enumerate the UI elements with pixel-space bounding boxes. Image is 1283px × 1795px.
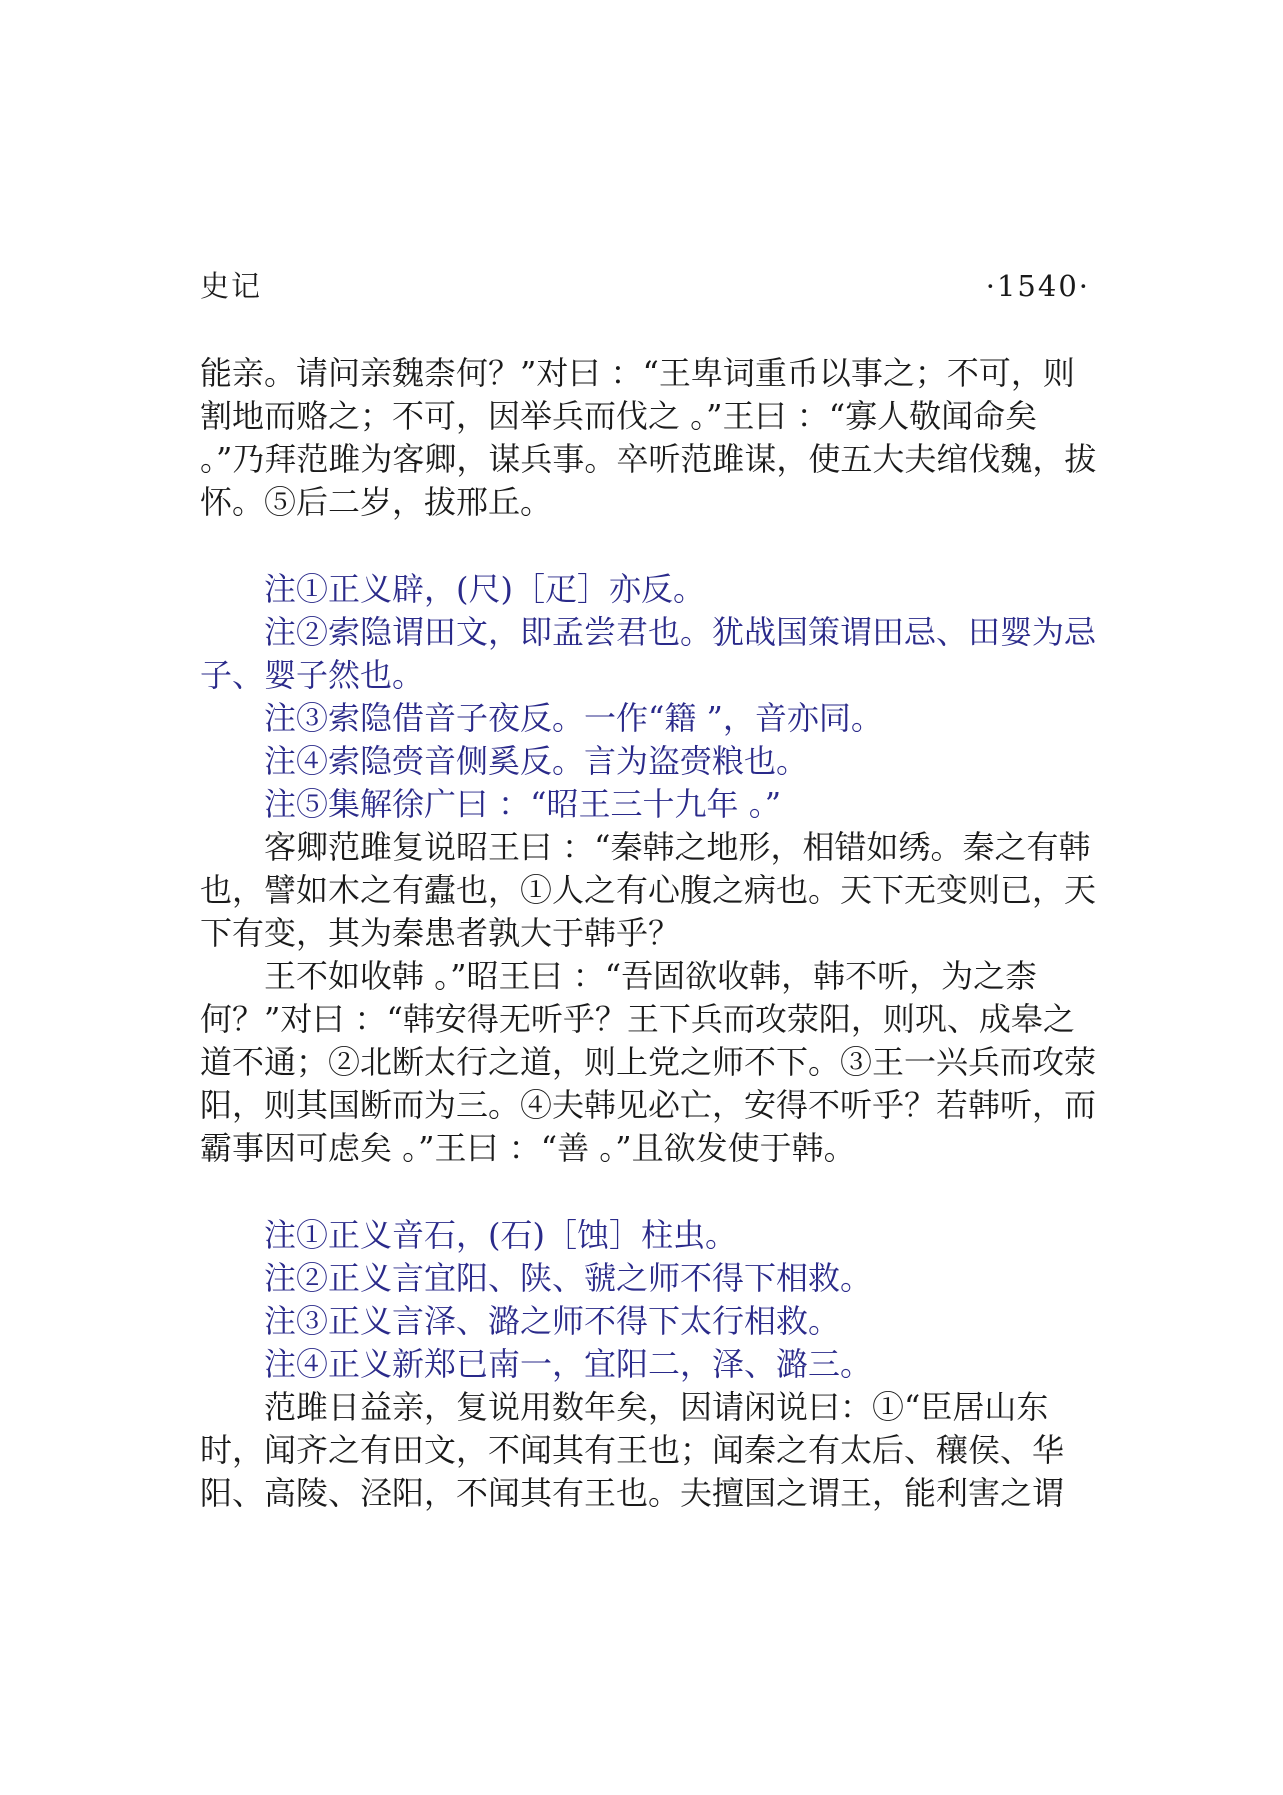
paragraph-gap: [200, 1170, 1098, 1214]
note-item: 注⑤集解徐广曰 ：“昭王三十九年 。”: [264, 785, 782, 823]
body-paragraph-1: 能亲。请问亲魏柰何？”对曰 ：“王卑词重币以事之；不可，则割地而赂之；不可，因举兵而伐之 。”王曰 ：“寡人敬闻命矣 。”乃拜范雎为客卿，谋兵事。卒听范雎谋，使五大夫绾伐魏，拔怀。⑤后二岁，拔邢丘。: [200, 354, 1097, 521]
note-item: 注②索隐谓田文，即孟尝君也。犹战国策谓田忌、田婴为忌子、婴子然也。: [200, 613, 1097, 694]
page-header: [200, 266, 1090, 306]
notes-block-1: [200, 568, 1098, 826]
paragraph-gap: [200, 524, 1098, 568]
note-item: 注③正义言泽、潞之师不得下太行相救。: [264, 1302, 841, 1340]
book-title: 史记: [200, 269, 263, 303]
note-item: 注④正义新郑已南一，宜阳二，泽、潞三。: [264, 1345, 873, 1383]
page-number: ·1540·: [985, 269, 1090, 303]
note-item: 注③索隐借音子夜反。一作“籍 ”，音亦同。: [264, 699, 883, 737]
note-item: 注①正义辟，(尺)［疋］亦反。: [264, 570, 705, 608]
notes-block-2: [200, 1214, 1098, 1386]
body-paragraph-3: 王不如收韩 。”昭王曰 ：“吾固欲收韩，韩不听，为之柰何？”对曰 ：“韩安得无听乎？王下兵而攻荥阳，则巩、成皋之道不通；②北断太行之道，则上党之师不下。③王一兴兵而攻荥阳，则其国断而为三。④夫韩见必亡，安得不听乎？若韩听，而霸事因可虑矣 。”王曰 ：“善 。”且欲发使于韩。: [200, 957, 1097, 1167]
note-item: 注①正义音石，(石)［蚀］柱虫。: [264, 1216, 737, 1254]
note-item: 注④索隐赍音侧奚反。言为盗赍粮也。: [264, 742, 809, 780]
body-paragraph-4: 范雎日益亲，复说用数年矣，因请闲说曰：①“臣居山东时，闻齐之有田文，不闻其有王也；闻秦之有太后、穰侯、华阳、高陵、泾阳，不闻其有王也。夫擅国之谓王，能利害之谓: [200, 1388, 1065, 1512]
note-item: 注②正义言宜阳、陕、虢之师不得下相救。: [264, 1259, 873, 1297]
page-content: [200, 352, 1098, 1515]
body-paragraph-2: 客卿范雎复说昭王曰 ：“秦韩之地形，相错如绣。秦之有韩也，譬如木之有蠹也，①人之有心腹之病也。天下无变则已，天下有变，其为秦患者孰大于韩乎？: [200, 828, 1097, 952]
